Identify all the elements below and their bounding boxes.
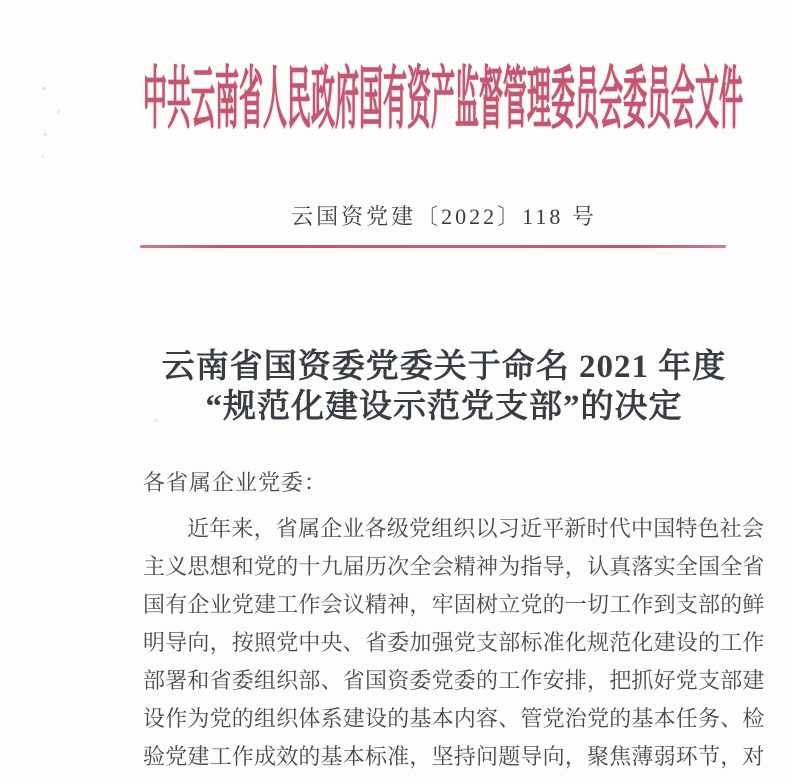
body-line: 国有企业党建工作会议精神，牢固树立党的一切工作到支部的鲜 [143, 592, 765, 617]
document-reference-number: 云国资党建〔2022〕118 号 [291, 204, 597, 229]
body-paragraph [143, 510, 765, 776]
scan-artifact-speck [41, 155, 44, 158]
document-title [143, 347, 745, 427]
letterhead-title: 中共云南省人民政府国有资产监督管理委员会委员会文件 [143, 64, 743, 139]
body-line: 主义思想和党的十九届历次全会精神为指导，认真落实全国全省 [143, 554, 765, 579]
body-line: 部署和省委组织部、省国资委党委的工作安排，把抓好党支部建 [143, 668, 765, 693]
scan-artifact-speck [42, 86, 47, 90]
document-title-line-1: 云南省国资委党委关于命名 2021 年度 [161, 349, 727, 385]
body-line: 设作为党的组织体系建设的基本内容、管党治党的基本任务、检 [143, 706, 765, 731]
red-separator-rule [140, 245, 726, 248]
salutation-line: 各省属企业党委： [143, 470, 328, 495]
document-title-line-2: “规范化建设示范党支部”的决定 [205, 389, 683, 425]
body-line: 近年来，省属企业各级党组织以习近平新时代中国特色社会 [187, 516, 765, 541]
scan-artifact-speck [43, 133, 47, 136]
body-line: 验党建工作成效的基本标准，坚持问题导向，聚焦薄弱环节，对 [143, 744, 765, 769]
scan-artifact-speck [57, 109, 60, 114]
scan-artifact-speck [154, 419, 158, 422]
body-line: 明导向，按照党中央、省委加强党支部标准化规范化建设的工作 [143, 630, 765, 655]
